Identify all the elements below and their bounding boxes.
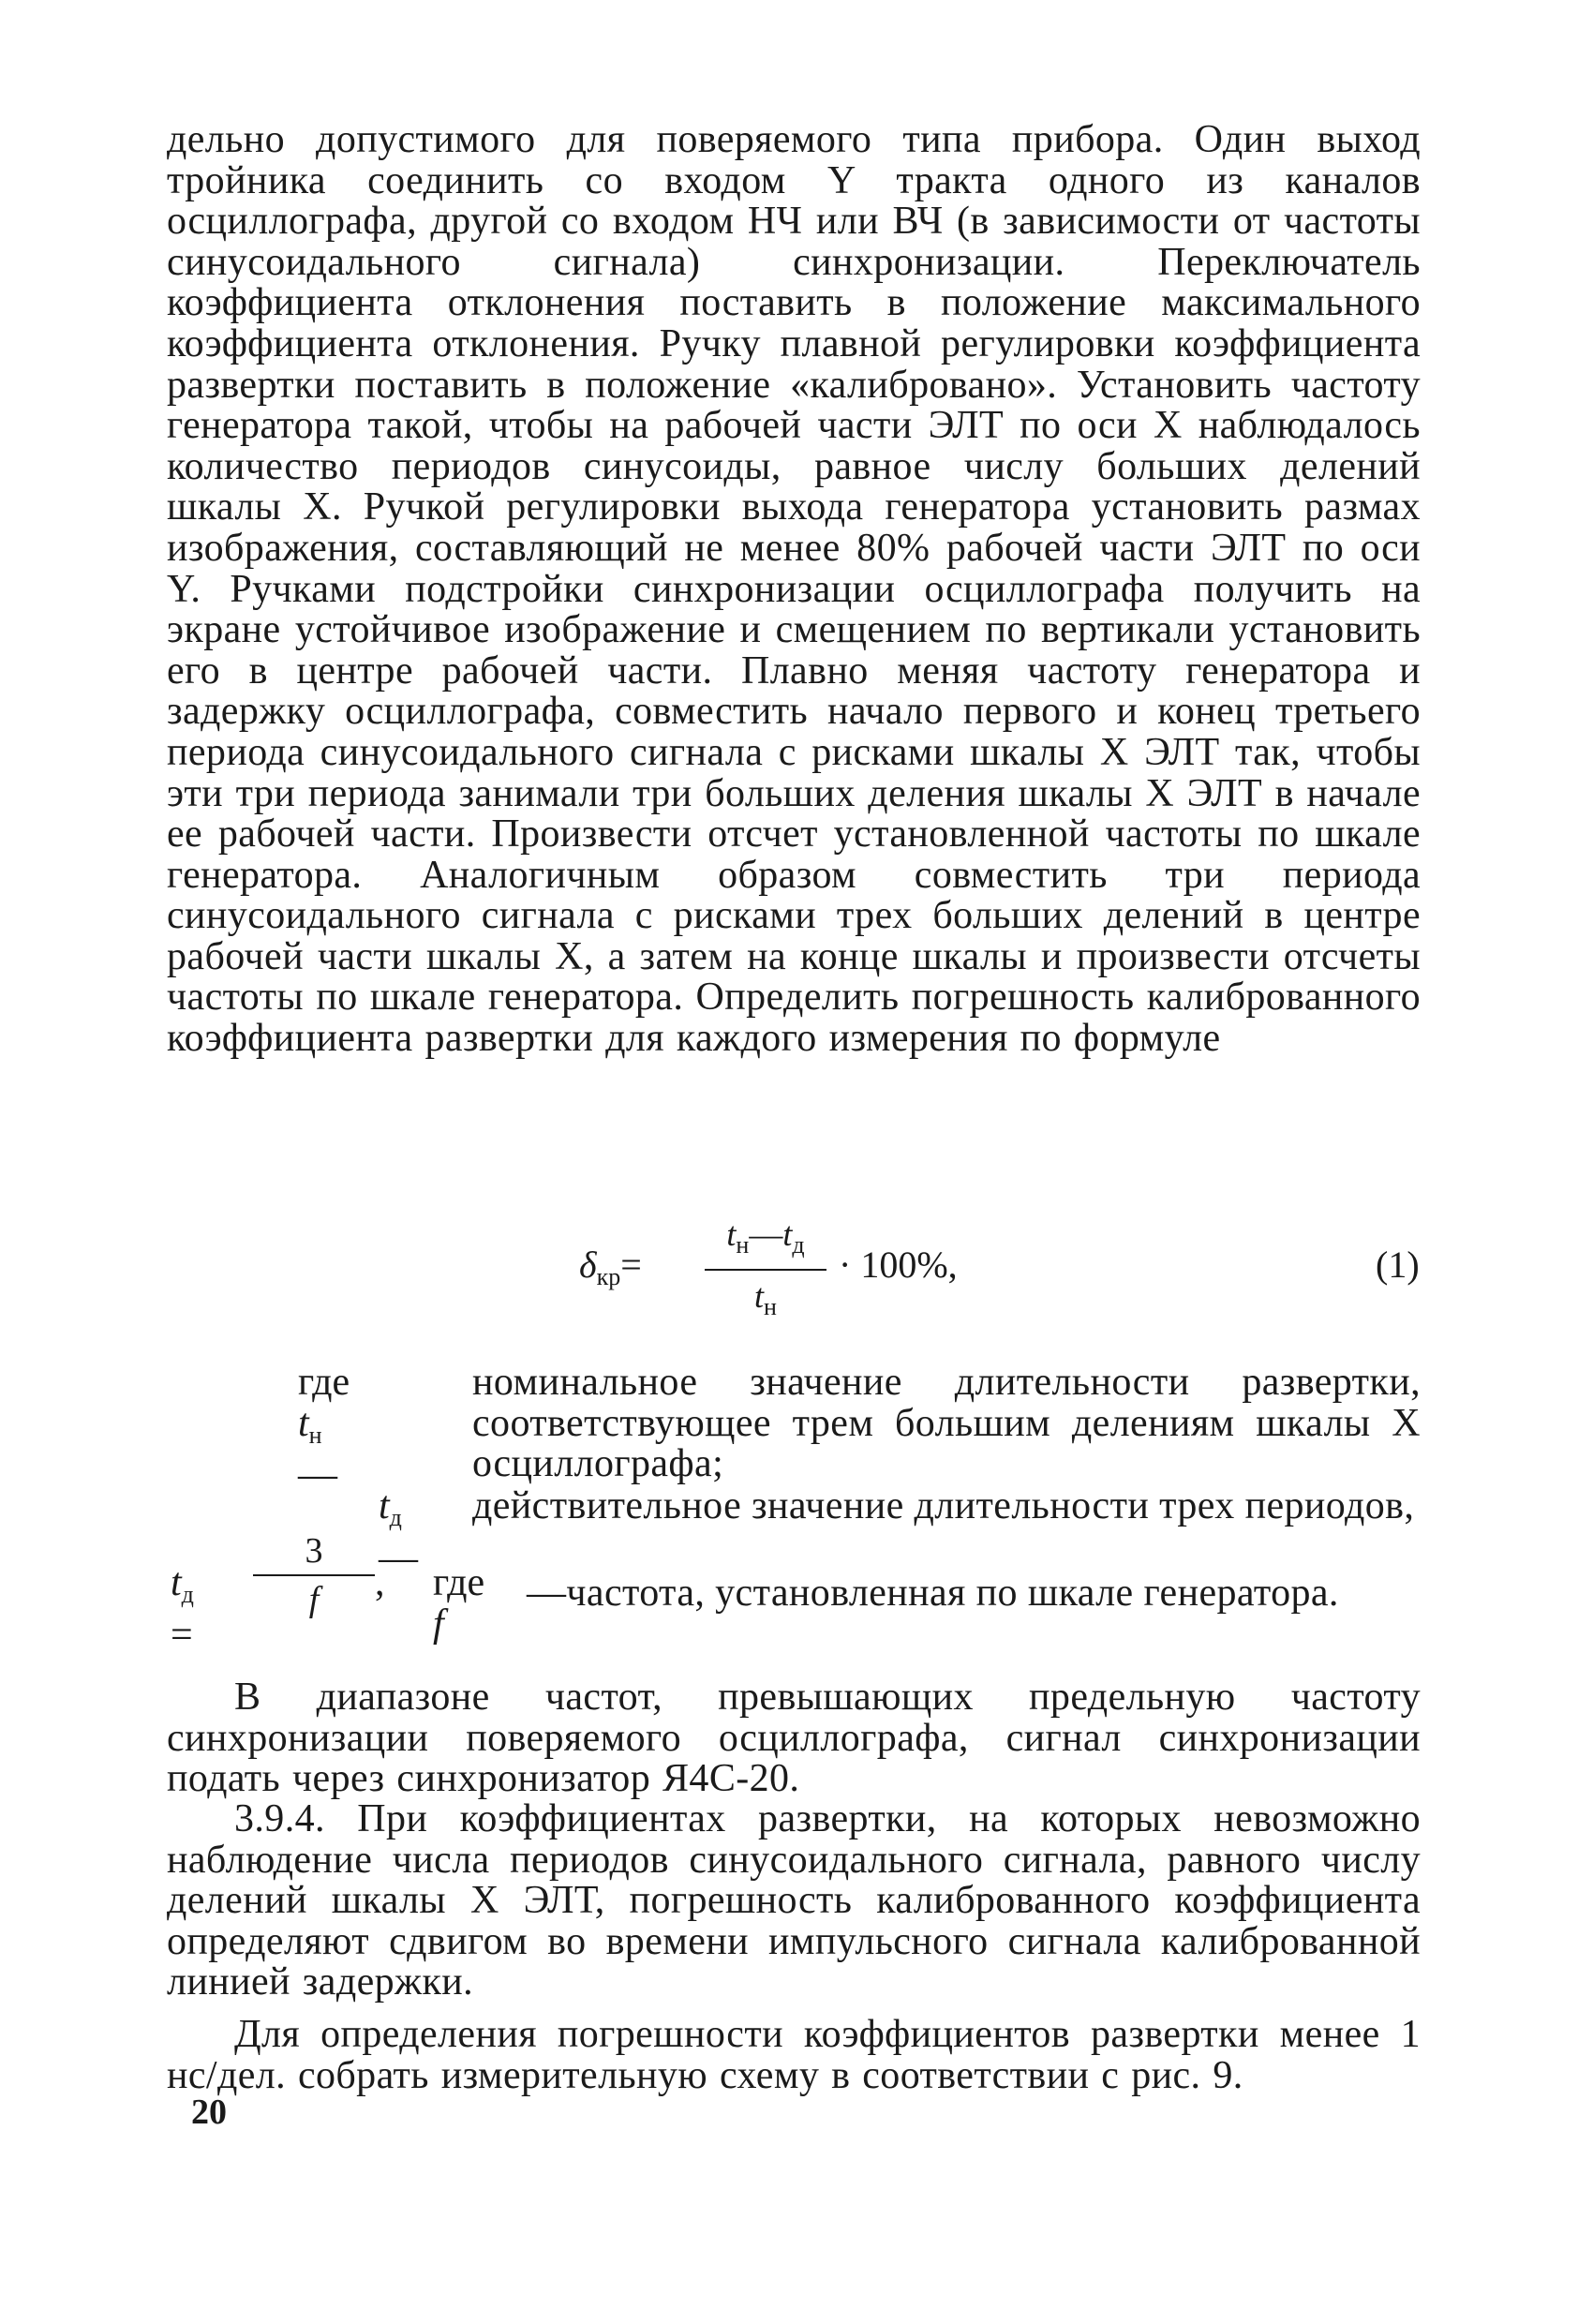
- td-numerator: 3: [305, 1531, 323, 1571]
- paragraph-procedure: дельно допустимого для поверяемого типа прибора. Один выход тройника соединить со входом Y тракта одного из каналов осциллографа, другой со входом НЧ или ВЧ (в зависимости от частоты синусоидального сигнала) синхронизации. Переключатель коэффициента отклонения поставить в положение максимального коэффициента отклонения. Ручку плавной регулировки коэффициента развертки поставить в положение «калибровано». Установить частоту генератора такой, чтобы на рабочей части ЭЛТ по оси X наблюдалось количество периодов синусоиды, равное числу больших делений шкалы X. Ручкой регулировки выхода генератора установить размах изображения, составляющий не менее 80% рабочей части ЭЛТ по оси Y. Ручками подстройки синхронизации осциллографа получить на экране устойчивое изображение и смещением по вертикали установить его в центре рабочей части. Плавно меняя частоту генератора и задержку осциллографа, совместить начало первого и конец третьего периода синусоидального сигнала с рисками шкалы X ЭЛТ так, чтобы эти три периода занимали три больших деления шкалы X ЭЛТ в начале ее рабочей части. Произвести отсчет установленной частоты по шкале генератора. Аналогичным образом совместить три периода синусоидального сигнала с рисками трех больших делений в центре рабочей части шкалы X, а затем на конце шкалы и произвести отсчеты частоты по шкале генератора. Определить погрешность калиброванного коэффициента развертки для каждого измерения по формуле: [167, 118, 1421, 1061]
- fraction-bar: [705, 1269, 826, 1271]
- where-tn-text: номинальное значение длительности развертки, соответствующее трем большим делениям шкалы X осциллографа;: [472, 1361, 1421, 1486]
- formula-denominator: $t_н$: [754, 1277, 777, 1320]
- where-f-text: —частота, установленная по шкале генератора.: [527, 1572, 1339, 1615]
- formula-rhs: · 100%,: [839, 1244, 958, 1286]
- where-td-text: действительное значение длительности трех периодов,: [472, 1484, 1415, 1527]
- td-formula-lhs: $t_д$ =: [171, 1561, 194, 1657]
- td-denominator: f: [308, 1579, 320, 1619]
- where-td-label: $t_д$ —: [379, 1484, 418, 1580]
- paragraph-scheme: Для определения погрешности коэффициентов развертки менее 1 нс/дел. собрать измерительную схему в соответствии с рис. 9.: [167, 2013, 1421, 2097]
- formula-number: (1): [1376, 1244, 1420, 1286]
- paragraph-3-9-4: 3.9.4. При коэффициентах развертки, на которых невозможно наблюдение числа периодов синусоидального сигнала, равного числу делений шкалы X ЭЛТ, погрешность калиброванного коэффициента определяют сдвигом во времени импульсного сигнала калиброванной линией задержки.: [167, 1797, 1421, 2004]
- paragraph-sync: В диапазоне частот, превышающих предельную частоту синхронизации поверяемого осциллографа, сигнал синхронизации подать через синхронизатор Я4С-20.: [167, 1676, 1421, 1801]
- formula-numerator: $t_н—t_д$: [726, 1215, 805, 1259]
- td-formula-fraction: [253, 1531, 375, 1620]
- where-f-label: где f: [433, 1561, 485, 1646]
- formula-1: [0, 1214, 1593, 1318]
- td-formula-comma: ,: [375, 1561, 385, 1604]
- formula-lhs: $\delta_{кр}=$: [579, 1244, 642, 1290]
- where-tn-label: где $t_н$ —: [298, 1361, 350, 1497]
- fraction-bar: [253, 1574, 375, 1576]
- page-number: 20: [191, 2093, 227, 2132]
- formula-fraction: [705, 1214, 826, 1327]
